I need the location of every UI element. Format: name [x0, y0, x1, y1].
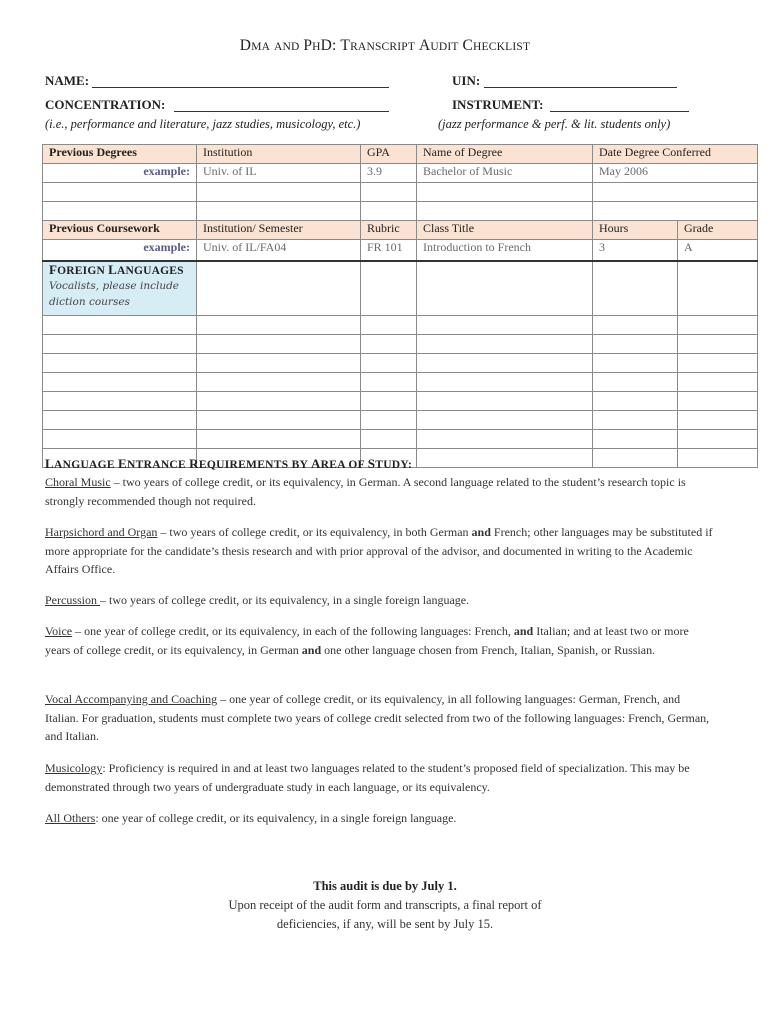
voice-requirement: Voice – one year of college credit, or its equivalency, in each of the following languages: French, and Italian; and at least two or more years of college credit, or its equivalency, in German and one other language chosen from French, Italian, Spanish, or Russian. [45, 624, 689, 657]
course-cell[interactable] [417, 335, 593, 354]
coursework-header-row [43, 221, 758, 240]
coursework-header: Previous Coursework [43, 221, 197, 240]
course-cell[interactable] [593, 316, 678, 335]
degrees-example-row [43, 164, 758, 183]
course-cell[interactable] [678, 354, 758, 373]
gpa-header: GPA [361, 145, 417, 164]
degree-cell[interactable] [417, 202, 593, 221]
course-cell[interactable] [678, 373, 758, 392]
course-cell[interactable] [197, 411, 361, 430]
hours-header: Hours [593, 221, 678, 240]
course-cell[interactable] [593, 373, 678, 392]
example-rubric: FR 101 [361, 240, 417, 262]
example-grade: A [678, 240, 758, 262]
foreign-languages-title: FOREIGN LANGUAGES [49, 262, 184, 277]
grade-header: Grade [678, 221, 758, 240]
course-entry-row [43, 335, 758, 354]
example-gpa: 3.9 [361, 164, 417, 183]
percussion-name: Percussion [45, 593, 100, 607]
name-field[interactable] [92, 87, 389, 88]
rubric-header: Rubric [361, 221, 417, 240]
foreign-language-row [43, 261, 758, 316]
choral-requirement: Choral Music – two years of college credit, or its equivalency, in German. A second language related to the student’s research topic is strongly recommended though not required. [45, 475, 686, 508]
course-cell[interactable] [678, 449, 758, 468]
course-cell[interactable] [678, 392, 758, 411]
course-cell[interactable] [361, 335, 417, 354]
course-cell[interactable] [417, 316, 593, 335]
degree-cell[interactable] [197, 202, 361, 221]
example-hours: 3 [593, 240, 678, 262]
due-date: This audit is due by July 1. [313, 879, 457, 893]
course-entry-row [43, 411, 758, 430]
footer-line: deficiencies, if any, will be sent by July 15. [276, 917, 494, 931]
degree-name-header: Name of Degree [417, 145, 593, 164]
course-cell[interactable] [361, 430, 417, 449]
institution-header: Institution [197, 145, 361, 164]
course-cell[interactable] [43, 373, 197, 392]
example-semester: Univ. of IL/FA04 [197, 240, 361, 262]
coursework-example-row [43, 240, 758, 262]
concentration-field[interactable] [174, 111, 389, 112]
degrees-header-row [43, 145, 758, 164]
course-cell[interactable] [417, 354, 593, 373]
musicology-requirement: Musicology: Proficiency is required in and at least two languages related to the student’s proposed field of specialization. This may be demonstrated through two years of undergraduate study in each language, or its equivalency. [45, 761, 690, 794]
course-cell[interactable] [678, 261, 758, 316]
course-cell[interactable] [197, 392, 361, 411]
course-cell[interactable] [43, 411, 197, 430]
foreign-languages-cell [43, 261, 197, 316]
example-class-title: Introduction to French [417, 240, 593, 262]
harpsichord-requirement: Harpsichord and Organ – two years of college credit, or its equivalency, in both German and French; other languages may be substituted if more appropriate for the candidate’s thesis research and with prior approval of the advisor, and documented in writing to the Academic Affairs Office. [45, 525, 713, 576]
course-cell[interactable] [417, 261, 593, 316]
concentration-hint: (i.e., performance and literature, jazz studies, musicology, etc.) [45, 117, 361, 131]
requirements-heading: LANGUAGE ENTRANCE REQUIREMENTS BY AREA OF STUDY: [45, 456, 413, 471]
concentration-label: CONCENTRATION: [45, 97, 166, 112]
degree-cell[interactable] [593, 202, 758, 221]
degree-entry-row [43, 202, 758, 221]
degree-cell[interactable] [43, 202, 197, 221]
all-others-requirement: All Others: one year of college credit, or its equivalency, in a single foreign language. [45, 811, 457, 825]
course-cell[interactable] [43, 354, 197, 373]
date-conferred-header: Date Degree Conferred [593, 145, 758, 164]
all-others-name: All Others [45, 811, 96, 825]
course-cell[interactable] [43, 392, 197, 411]
example-label: example: [43, 164, 197, 183]
uin-label: UIN: [452, 73, 481, 88]
musicology-name: Musicology [45, 761, 103, 775]
degree-cell[interactable] [593, 183, 758, 202]
example-date: May 2006 [593, 164, 758, 183]
course-cell[interactable] [417, 411, 593, 430]
course-entry-row [43, 373, 758, 392]
degree-cell[interactable] [43, 183, 197, 202]
course-cell[interactable] [417, 373, 593, 392]
course-entry-row [43, 430, 758, 449]
degrees-header: Previous Degrees [43, 145, 197, 164]
course-cell[interactable] [197, 335, 361, 354]
harpsichord-name: Harpsichord and Organ [45, 525, 158, 539]
uin-field[interactable] [484, 87, 677, 88]
vocal-coaching-requirement: Vocal Accompanying and Coaching – one year of college credit, or its equivalency, in all following languages: German, French, and Italian. For graduation, students must complete two years of college credit selected from two of the following languages: French, German, and Italian. [45, 692, 710, 743]
footer-line: Upon receipt of the audit form and transcripts, a final report of [228, 898, 542, 912]
course-cell[interactable] [197, 373, 361, 392]
semester-header: Institution/ Semester [197, 221, 361, 240]
course-cell[interactable] [678, 430, 758, 449]
course-entry-row [43, 392, 758, 411]
page-title: DMA AND PHD: TRANSCRIPT AUDIT CHECKLIST [239, 37, 531, 54]
choral-name: Choral Music [45, 475, 111, 489]
course-cell[interactable] [417, 430, 593, 449]
footer-notice [0, 877, 770, 934]
course-cell[interactable] [197, 316, 361, 335]
course-cell[interactable] [593, 449, 678, 468]
course-cell[interactable] [197, 430, 361, 449]
percussion-requirement: Percussion – two years of college credit, or its equivalency, in a single foreign language. [45, 593, 470, 607]
course-cell[interactable] [417, 392, 593, 411]
degree-cell[interactable] [197, 183, 361, 202]
vocal-coaching-name: Vocal Accompanying and Coaching [45, 692, 218, 706]
course-cell[interactable] [197, 261, 361, 316]
course-cell[interactable] [593, 411, 678, 430]
course-cell[interactable] [678, 335, 758, 354]
course-cell[interactable] [593, 354, 678, 373]
degree-cell[interactable] [361, 202, 417, 221]
course-cell[interactable] [593, 392, 678, 411]
degree-entry-row [43, 183, 758, 202]
course-cell[interactable] [361, 411, 417, 430]
diction-note: Vocalists, please include diction courses [49, 280, 180, 308]
instrument-hint: (jazz performance & perf. & lit. students only) [438, 117, 671, 131]
course-cell[interactable] [361, 392, 417, 411]
class-title-header: Class Title [417, 221, 593, 240]
course-cell[interactable] [43, 335, 197, 354]
course-cell[interactable] [361, 261, 417, 316]
voice-name: Voice [45, 624, 73, 638]
course-entry-row [43, 354, 758, 373]
course-cell[interactable] [197, 354, 361, 373]
course-cell[interactable] [678, 316, 758, 335]
course-cell[interactable] [417, 449, 593, 468]
course-cell[interactable] [593, 430, 678, 449]
degree-cell[interactable] [361, 183, 417, 202]
example-institution: Univ. of IL [197, 164, 361, 183]
course-cell[interactable] [361, 354, 417, 373]
example-degree: Bachelor of Music [417, 164, 593, 183]
transcript-table [42, 144, 758, 468]
name-label: NAME: [45, 73, 90, 88]
degree-cell[interactable] [417, 183, 593, 202]
course-cell[interactable] [593, 261, 678, 316]
course-entry-row [43, 316, 758, 335]
course-cell[interactable] [361, 373, 417, 392]
course-cell[interactable] [361, 316, 417, 335]
example-label: example: [43, 240, 197, 262]
course-cell[interactable] [678, 411, 758, 430]
instrument-field[interactable] [550, 111, 689, 112]
instrument-label: INSTRUMENT: [452, 97, 544, 112]
course-cell[interactable] [593, 335, 678, 354]
course-cell[interactable] [43, 316, 197, 335]
course-cell[interactable] [43, 430, 197, 449]
